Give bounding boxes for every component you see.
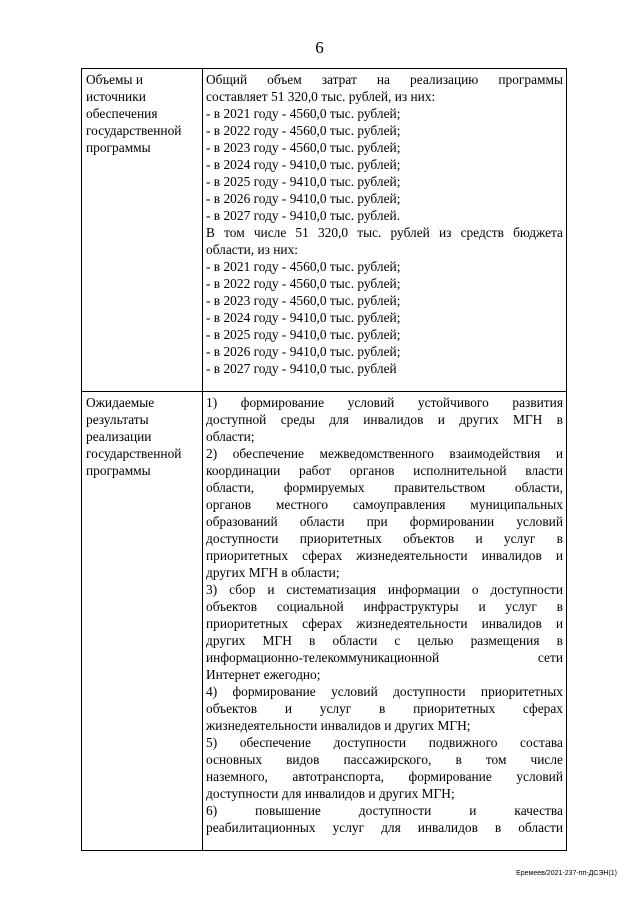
row-content-cell	[203, 392, 567, 851]
content-line: доступности приоритетных объектов и услуг в	[206, 531, 563, 546]
row-label-line: реализации	[86, 429, 152, 444]
content-line: основных видов пассажирского, в том числе	[206, 752, 563, 767]
row-content-cell	[203, 69, 567, 392]
content-line: области, формируемых правительством области,	[206, 480, 563, 495]
content-line: других МГН в области;	[206, 565, 340, 580]
content-line: - в 2023 году - 4560,0 тыс. рублей;	[206, 293, 401, 308]
content-line: - в 2026 году - 9410,0 тыс. рублей;	[206, 344, 401, 359]
content-line: объектов социальной инфраструктуры и услуг в	[206, 599, 563, 614]
content-line: жизнедеятельности инвалидов и других МГН;	[206, 718, 471, 733]
content-line: приоритетных сферах жизнедеятельности инвалидов и	[206, 616, 563, 631]
page-number: 6	[315, 38, 324, 57]
content-line: координации работ органов исполнительной власти	[206, 463, 563, 478]
content-line: - в 2021 году - 4560,0 тыс. рублей;	[206, 259, 401, 274]
content-line: приоритетных сферах жизнедеятельности инвалидов и	[206, 548, 563, 563]
content-line: - в 2022 году - 4560,0 тыс. рублей;	[206, 276, 401, 291]
row-label-line: программы	[86, 140, 151, 155]
content-line: 2) обеспечение межведомственного взаимодействия и	[206, 446, 563, 461]
content-line: - в 2027 году - 9410,0 тыс. рублей	[206, 361, 397, 376]
content-line: области;	[206, 429, 255, 444]
content-line: - в 2027 году - 9410,0 тыс. рублей.	[206, 208, 401, 223]
content-line: Общий объем затрат на реализацию программы	[206, 72, 563, 87]
document-code: Еремеев/2021-237-пп-ДСЭН(1)	[516, 870, 617, 877]
content-line: - в 2025 году - 9410,0 тыс. рублей;	[206, 174, 401, 189]
content-line: 3) сбор и систематизация информации о доступности	[206, 582, 563, 597]
content-line: - в 2024 году - 9410,0 тыс. рублей;	[206, 157, 401, 172]
content-line: объектов и услуг в приоритетных сферах	[206, 701, 563, 716]
row-label-line: программы	[86, 463, 151, 478]
row-label-line: результаты	[86, 412, 149, 427]
content-line: В том числе 51 320,0 тыс. рублей из средств бюджета	[206, 225, 563, 240]
row-label-line: государственной	[86, 446, 182, 461]
content-line: - в 2023 году - 4560,0 тыс. рублей;	[206, 140, 401, 155]
row-label-line: обеспечения	[86, 106, 158, 121]
content-line: - в 2024 году - 9410,0 тыс. рублей;	[206, 310, 401, 325]
content-line: 6) повышение доступности и качества	[206, 803, 563, 818]
content-line: - в 2025 году - 9410,0 тыс. рублей;	[206, 327, 401, 342]
content-line: 1) формирование условий устойчивого развития	[206, 395, 563, 410]
content-line: информационно-телекоммуникационной сети	[206, 650, 563, 665]
row-label-line: государственной	[86, 123, 182, 138]
content-line: доступной среды для инвалидов и других МГН в	[206, 412, 563, 427]
content-line: - в 2022 году - 4560,0 тыс. рублей;	[206, 123, 401, 138]
table-row	[82, 392, 567, 851]
content-line: Интернет ежегодно;	[206, 667, 321, 682]
table-row	[82, 69, 567, 392]
row-label-line: Объемы и	[86, 72, 144, 87]
content-line: области, из них:	[206, 242, 299, 257]
content-line: - в 2021 году - 4560,0 тыс. рублей;	[206, 106, 401, 121]
program-passport-table	[81, 68, 567, 851]
content-line: составляет 51 320,0 тыс. рублей, из них:	[206, 89, 436, 104]
content-line: - в 2026 году - 9410,0 тыс. рублей;	[206, 191, 401, 206]
content-line: реабилитационных услуг для инвалидов в области	[206, 820, 563, 835]
row-label-cell	[82, 392, 203, 851]
content-line: 4) формирование условий доступности приоритетных	[206, 684, 563, 699]
content-line: 5) обеспечение доступности подвижного состава	[206, 735, 563, 750]
content-line: доступности для инвалидов и других МГН;	[206, 786, 455, 801]
row-label-cell	[82, 69, 203, 392]
row-label-line: Ожидаемые	[86, 395, 155, 410]
content-line: других МГН в области с целью размещения в	[206, 633, 563, 648]
content-line: наземного, автотранспорта, формирование условий	[206, 769, 563, 784]
content-line: органов местного самоуправления муниципальных	[206, 497, 563, 512]
row-label-line: источники	[86, 89, 146, 104]
content-line: образований области при формировании условий	[206, 514, 563, 529]
